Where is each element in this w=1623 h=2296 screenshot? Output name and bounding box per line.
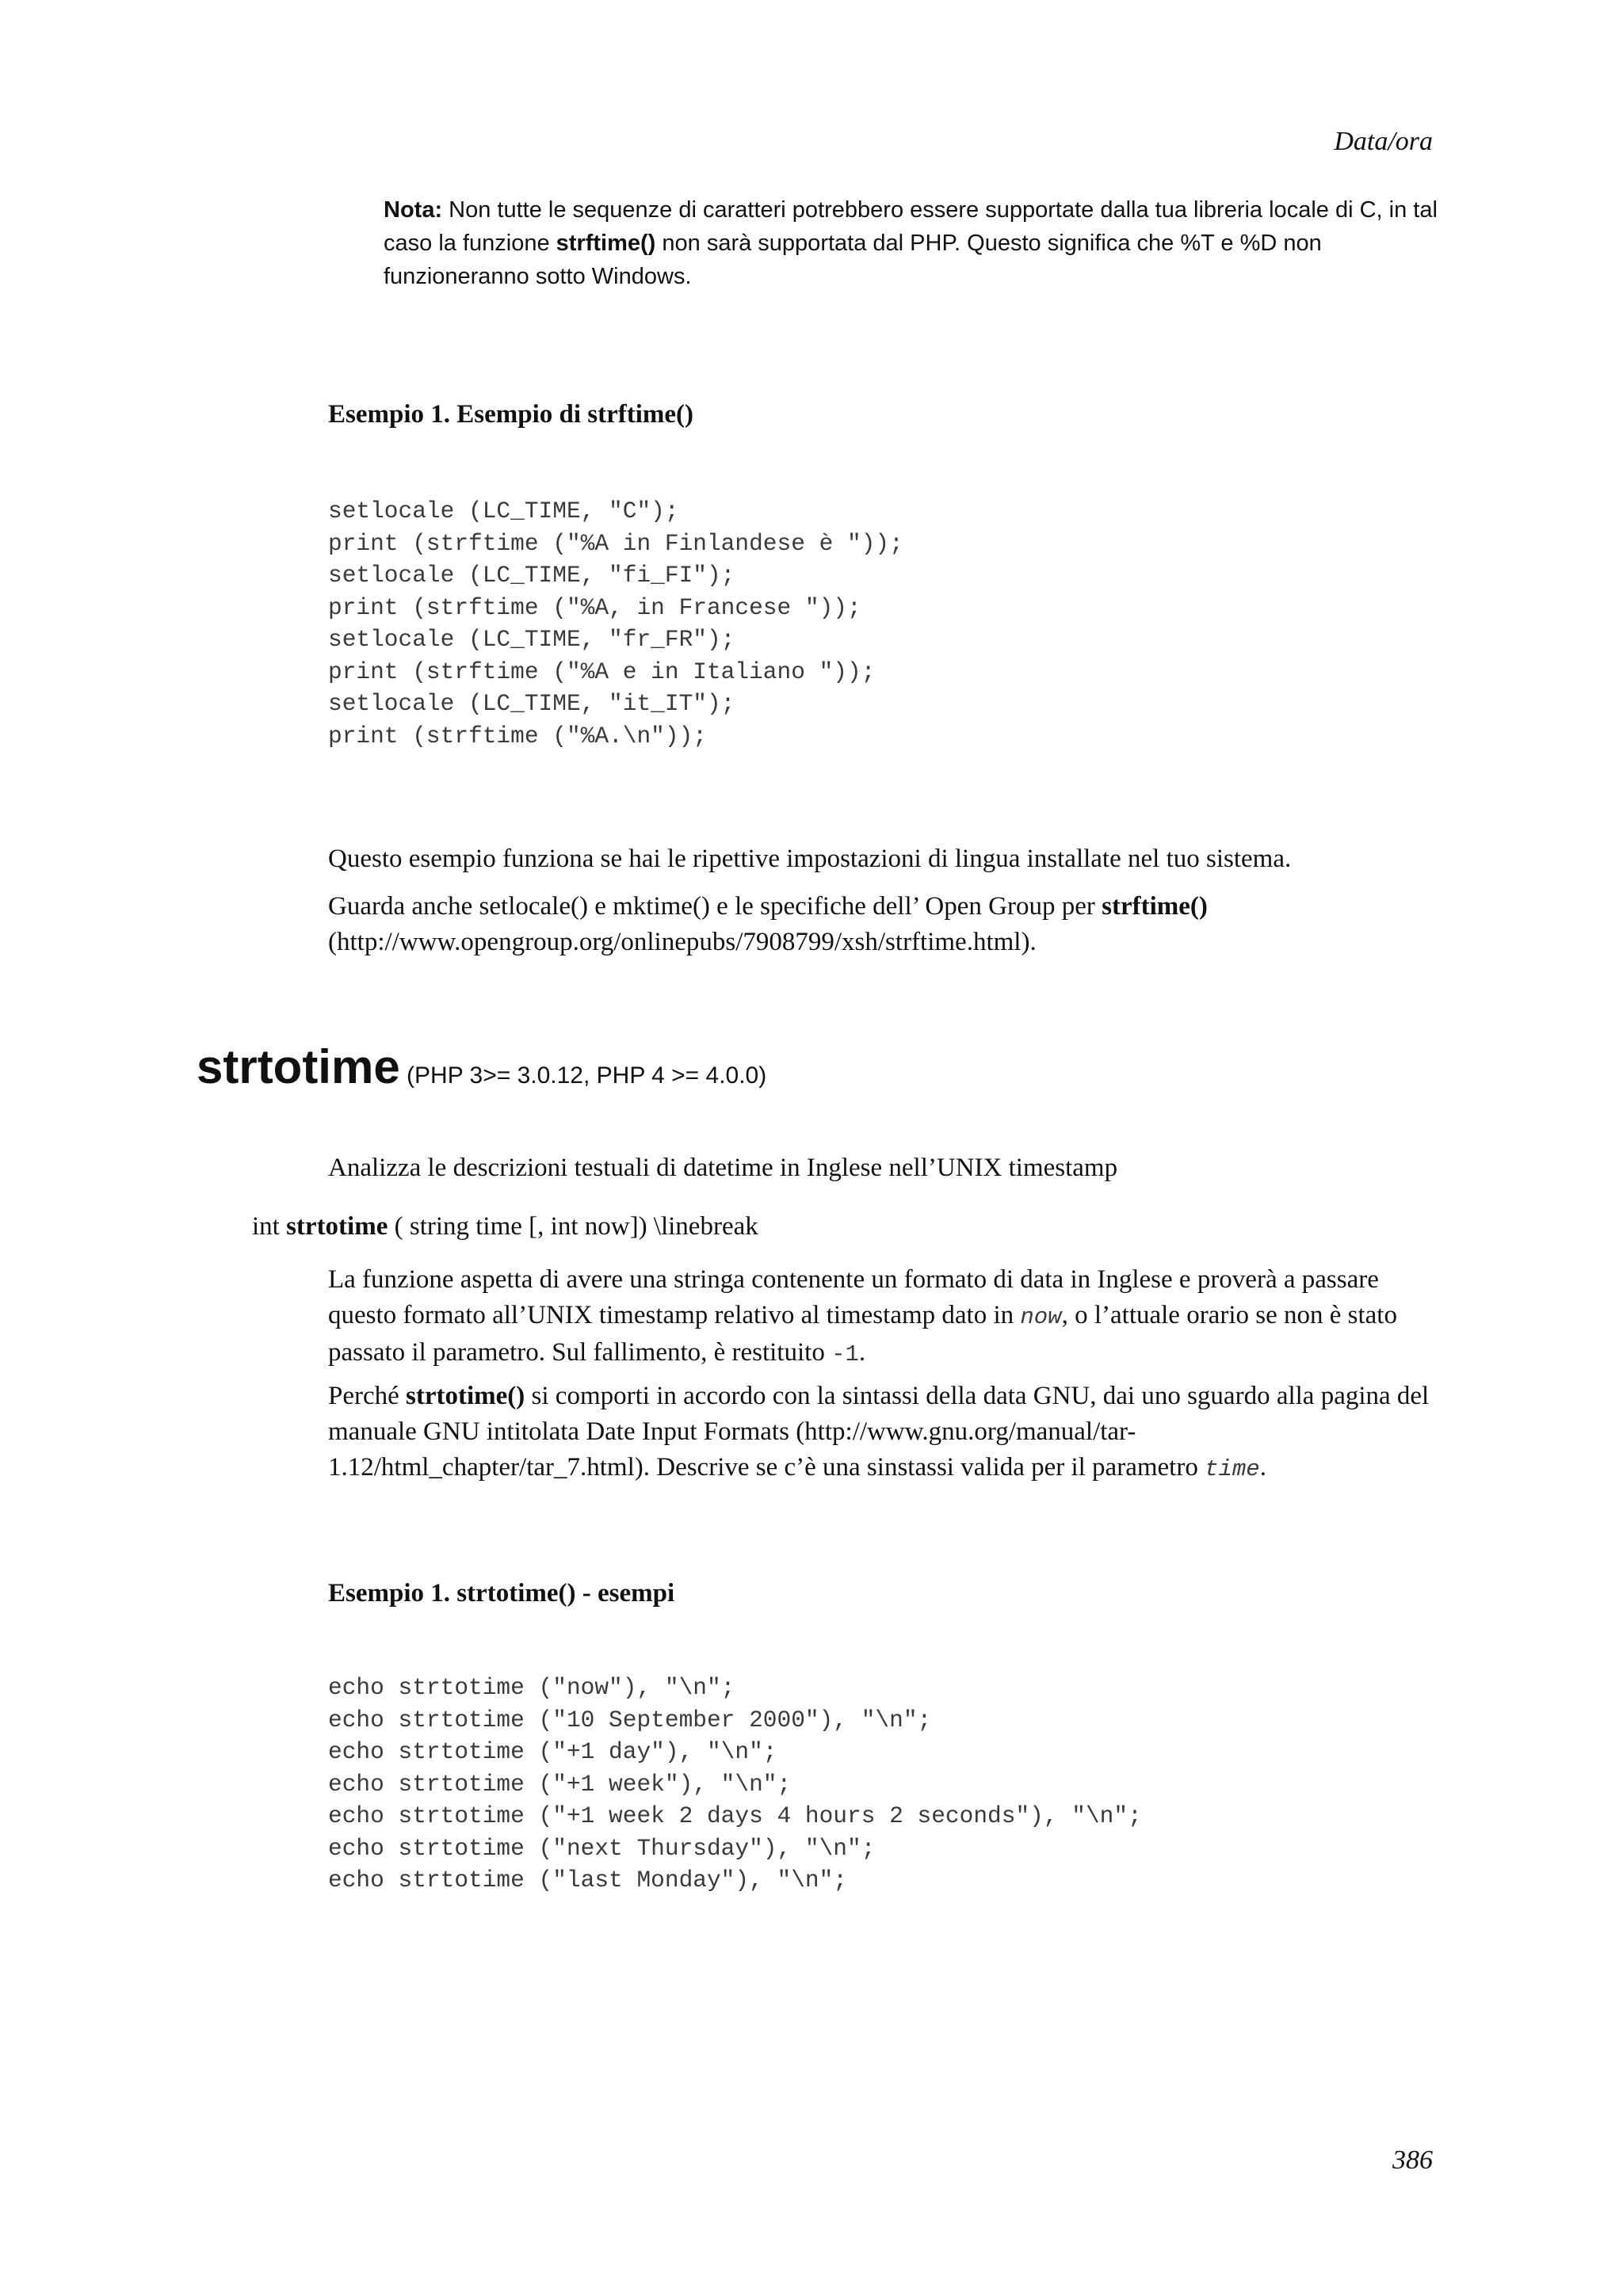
note-label: Nota:	[384, 197, 443, 223]
page-number: 386	[1392, 2145, 1433, 2175]
note-box	[384, 193, 1438, 293]
synopsis-type: int	[252, 1212, 287, 1241]
function-synopsis	[252, 1212, 758, 1241]
see-also-function: strftime()	[1102, 892, 1208, 921]
see-also-text-2: (http://www.opengroup.org/onlinepubs/7908799/xsh/strftime.html).	[328, 928, 1037, 956]
function-version: (PHP 3>= 3.0.12, PHP 4 >= 4.0.0)	[399, 1062, 767, 1089]
synopsis-name: strtotime	[286, 1212, 388, 1241]
description-paragraph-1	[328, 1262, 1438, 1372]
example-1-code: setlocale (LC_TIME, "C"); print (strftime ("%A in Finlandese è ")); setlocale (LC_TIME, "fi_FI"); print (strftime ("%A, in Francese ")); setlocale (LC_TIME, "fr_FR"); print (strftime ("%A e in Italiano ")); setlocale (LC_TIME, "it_IT"); print (strftime ("%A.\n"));	[328, 498, 903, 749]
desc2-function: strtotime()	[406, 1382, 525, 1410]
function-purpose: Analizza le descrizioni testuali di datetime in Inglese nell’UNIX timestamp	[328, 1154, 1118, 1182]
running-header: Data/ora	[1334, 127, 1433, 156]
description-paragraph-2	[328, 1379, 1438, 1487]
desc2-text-b: si comporti in accordo con la sintassi della data GNU, dai uno sguardo alla pagina del manuale GNU intitolata Date Input Formats (http://www.gnu.org/manual/tar-1.12/html_chapter/tar_7.html). Descrive se c’è una sinstassi valida per il parametro	[328, 1382, 1430, 1482]
function-name: strtotime	[197, 1040, 400, 1093]
function-heading	[197, 1039, 766, 1094]
note-function: strftime()	[556, 231, 656, 256]
synopsis-args: ( string time [, int now]) \linebreak	[388, 1212, 758, 1241]
note-text-2: non sarà supportata dal PHP. Questo significa che %T e %D non funzioneranno sotto Windows.	[384, 231, 1322, 289]
note-text-1: Non tutte le sequenze di caratteri potrebbero essere supportate dalla tua libreria locale di C, in tal caso la funzione	[384, 197, 1438, 256]
desc2-text-a: Perché	[328, 1382, 407, 1410]
see-also-paragraph	[328, 889, 1438, 960]
desc1-text-b: , o l’attuale orario se non è stato passato il parametro. Sul fallimento, è restituito	[328, 1301, 1397, 1367]
example-1-title: Esempio 1. Esempio di strftime()	[328, 400, 694, 429]
see-also-text-1: Guarda anche setlocale() e mktime() e le specifiche dell’ Open Group per	[328, 892, 1102, 921]
desc1-text-c: .	[858, 1338, 866, 1367]
example-2-code: echo strtotime ("now"), "\n"; echo strtotime ("10 September 2000"), "\n"; echo strtotime ("+1 day"), "\n"; echo strtotime ("+1 week"), "\n"; echo strtotime ("+1 week 2 days 4 hours 2 seconds"), "\n"; echo strtotime ("next Thursday"), "\n"; echo strtotime ("last Monday"), "\n";	[328, 1674, 1142, 1894]
example-remark: Questo esempio funziona se hai le ripettive impostazioni di lingua installate nel tuo sistema.	[328, 845, 1292, 873]
param-now: now	[1020, 1304, 1062, 1330]
param-time: time	[1205, 1456, 1260, 1482]
desc1-text-a: La funzione aspetta di avere una stringa contenente un formato di data in Inglese e proverà a passare questo formato all’UNIX timestamp relativo al timestamp dato in	[328, 1265, 1379, 1329]
example-2-title: Esempio 1. strtotime() - esempi	[328, 1579, 675, 1608]
return-value: -1	[831, 1341, 859, 1367]
desc2-text-c: .	[1259, 1453, 1266, 1482]
